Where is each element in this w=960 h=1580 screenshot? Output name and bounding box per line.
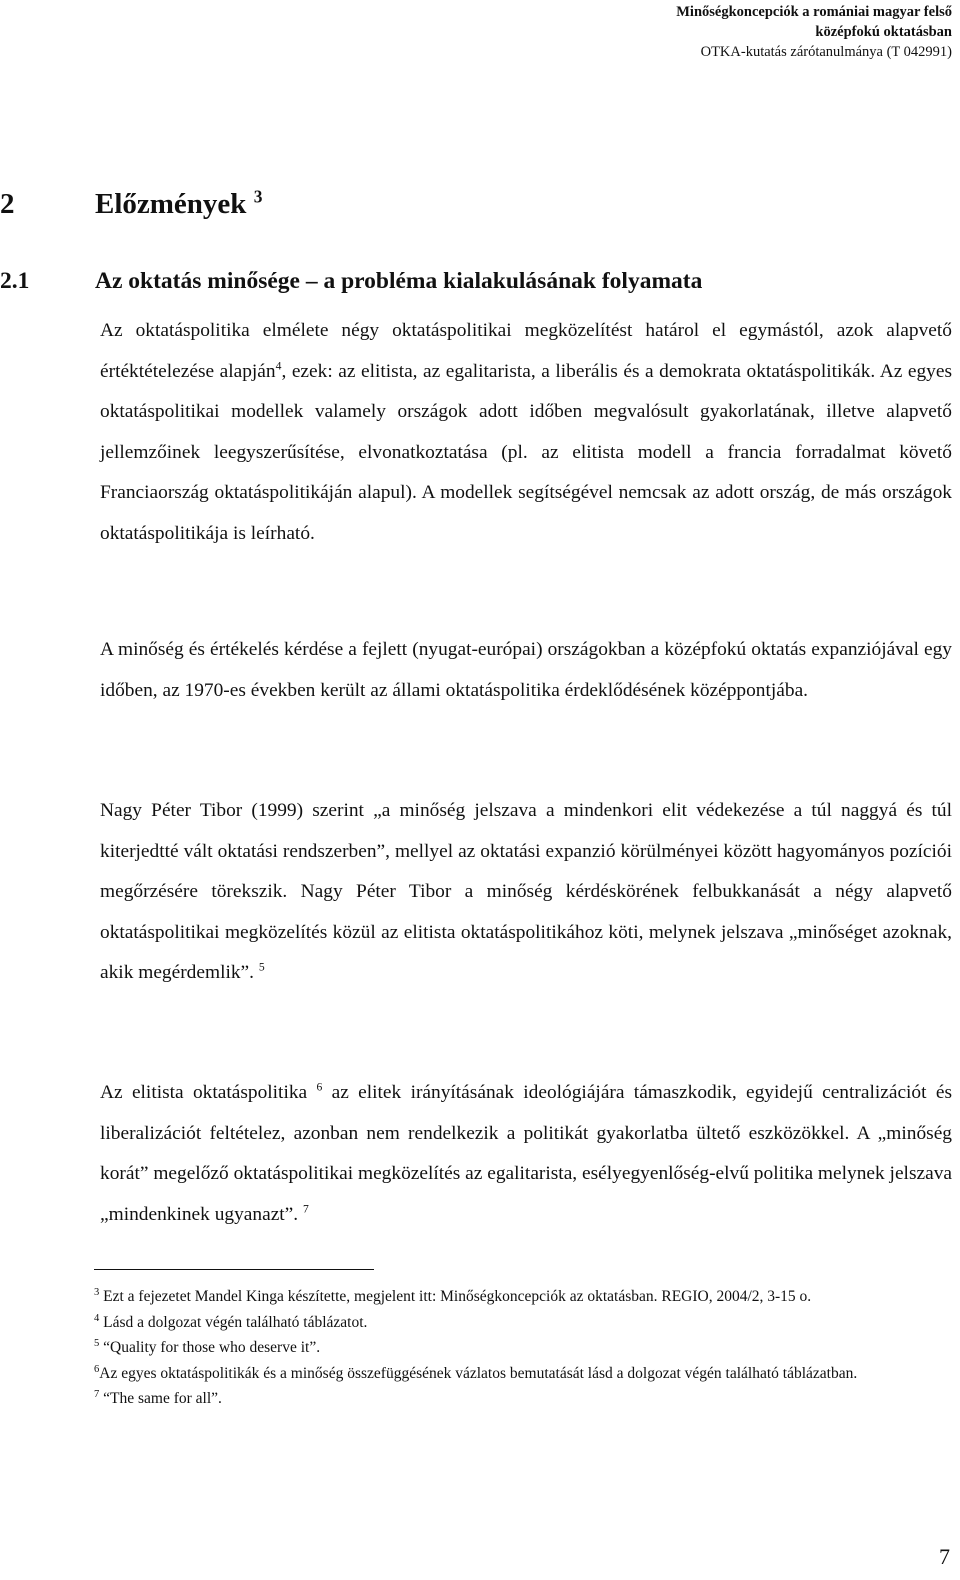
- paragraph-text: A minőség és értékelés kérdése a fejlett (nyugat-európai) országokban a középfokú oktatás expanziójával egy időben, az 1970-es években került az állami oktatáspolitika érdeklődésének középpontjába.: [100, 639, 952, 701]
- paragraph-4: [100, 1073, 952, 1235]
- footnote-item: [94, 1361, 934, 1387]
- footnote-number: 5: [94, 1337, 100, 1349]
- header-title-line1: Minőségkoncepciók a romániai magyar felső: [676, 4, 952, 20]
- footnote-number: 3: [94, 1286, 100, 1298]
- paragraph-1: [100, 311, 952, 554]
- section-heading: [0, 188, 262, 221]
- page-number: 7: [939, 1544, 950, 1569]
- paragraph-text: Nagy Péter Tibor (1999) szerint „a minőség jelszava a mindenkori elit védekezése a túl naggyá és túl kiterjedtté vált oktatási rendszerben”, mellyel az oktatási expanzió körülményei között hagyományos pozíciói megőrzésére törekszik. Nagy Péter Tibor a minőség kérdéskörének felbukkanását a négy alapvető oktatáspolitikai megközelítés közül az elitista oktatáspolitikához köti, melynek jelszava „minőséget azoknak, akik megérdemlik”.: [100, 800, 952, 983]
- running-header: [492, 2, 952, 62]
- footnotes: [94, 1284, 934, 1412]
- footnote-ref[interactable]: 6: [316, 1080, 323, 1094]
- footnote-item: [94, 1386, 934, 1412]
- footnote-item: [94, 1335, 934, 1361]
- footnote-text: Az egyes oktatáspolitikák és a minőség összefüggésének vázlatos bemutatását lásd a dolgozat végén található táblázatban.: [99, 1364, 858, 1382]
- header-title-line2: középfokú oktatásban: [815, 24, 952, 40]
- footnote-text: “The same for all”.: [99, 1390, 222, 1407]
- section-number: 2: [0, 188, 15, 220]
- footnote-number: 6: [94, 1363, 100, 1375]
- footnote-text: Ezt a fejezetet Mandel Kinga készítette, megjelent itt: Minőségkoncepciók az oktatásban. REGIO, 2004/2, 3-15 o.: [99, 1288, 812, 1305]
- footnote-ref[interactable]: 7: [303, 1202, 309, 1216]
- footnote-text: “Quality for those who deserve it”.: [99, 1339, 321, 1356]
- subsection-title: Az oktatás minősége – a probléma kialakulásának folyamata: [95, 268, 703, 294]
- header-project-line: OTKA-kutatás zárótanulmánya (T 042991): [700, 44, 952, 60]
- footnote-item: [94, 1284, 934, 1310]
- paragraph-text: , ezek: az elitista, az egalitarista, a liberális és a demokrata oktatáspolitikák. Az egyes oktatáspolitikai modellek valamely országok adott időben megvalósult gyakorlatának, illetve alapvető jellemzőinek leegyszerűsítése, elvonatkoztatása (pl. az elitista modell a francia forradalmat követő Franciaország oktatáspolitikáján alapul). A modellek segítségével nemcsak az adott ország, de más országok oktatáspolitikája is leírható.: [100, 360, 952, 544]
- subsection-number: 2.1: [0, 268, 30, 294]
- paragraph-text: Az elitista oktatáspolitika: [100, 1082, 308, 1103]
- paragraph-text: az elitek irányításának ideológiájára támaszkodik, egyidejű centralizációt és liberalizációt feltételez, azonban nem rendelkezik a politikát gyakorlatba ültető eszközökkel. A „minőség korát” megelőző oktatáspolitikai megközelítés az egalitarista, esélyegyenlőség-elvű politika melynek jelszava „mindenkinek ugyanazt”.: [100, 1082, 952, 1225]
- footnote-number: 4: [94, 1312, 100, 1324]
- paragraph-text: Az oktatáspolitika elmélete négy oktatáspolitikai megközelítést határol el egymástól, azok alapvető értéktételezése alapján: [100, 320, 952, 382]
- footnote-number: 7: [94, 1388, 100, 1400]
- footnote-item: [94, 1310, 934, 1336]
- footnote-ref[interactable]: 5: [258, 960, 265, 974]
- footnote-ref[interactable]: 3: [253, 186, 263, 207]
- paragraph-2: [100, 630, 952, 711]
- subsection-heading: [0, 268, 702, 295]
- footnote-ref[interactable]: 4: [275, 359, 282, 373]
- section-title: Előzmények: [95, 188, 247, 220]
- paragraph-3: [100, 791, 952, 994]
- footnote-text: Lásd a dolgozat végén található táblázatot.: [99, 1313, 368, 1331]
- footnote-separator: [94, 1269, 374, 1270]
